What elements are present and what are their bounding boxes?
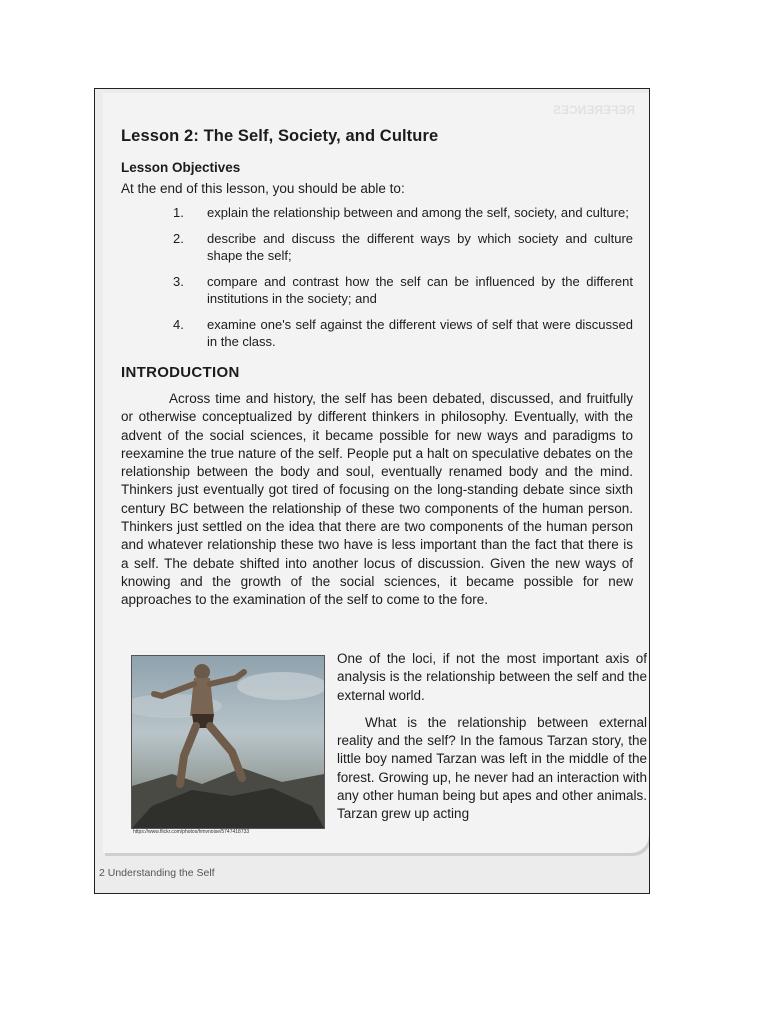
objective-text: explain the relationship between and among the self, society, and culture;: [207, 205, 629, 220]
loci-paragraph: One of the loci, if not the most important axis of analysis is the relationship between the self and the external world.: [337, 651, 647, 703]
objectives-list: [121, 204, 641, 350]
image-caption: https://www.flickr.com/photos/hmvnoise/5747418733: [133, 829, 250, 835]
book-page: [103, 93, 649, 853]
objective-number: 3.: [173, 274, 184, 289]
objective-item: [121, 316, 641, 350]
bleed-through-text: REFERENCES: [552, 103, 635, 117]
lesson-title: Lesson 2: The Self, Society, and Culture: [121, 127, 439, 145]
objectives-intro: At the end of this lesson, you should be able to:: [121, 181, 405, 196]
objective-text: examine one's self against the different views of self that were discussed in the class.: [207, 317, 633, 349]
objectives-heading: Lesson Objectives: [121, 160, 241, 175]
objective-number: 4.: [173, 317, 184, 332]
tarzan-illustration: [132, 656, 324, 828]
objective-number: 1.: [173, 205, 184, 220]
tarzan-image: [131, 655, 325, 829]
scanned-page: [94, 88, 650, 894]
page-content: [121, 127, 641, 610]
objective-item: [121, 204, 641, 221]
page-footer: 2 Understanding the Self: [99, 867, 215, 879]
objective-text: describe and discuss the different ways by which society and culture shape the self;: [207, 231, 633, 263]
tarzan-paragraph: What is the relationship between external reality and the self? In the famous Tarzan story, the little boy named Tarzan was left in the middle of the forest. Growing up, he never had an interaction with any other human being but apes and other animals. Tarzan grew up acting: [337, 714, 647, 822]
objective-item: [121, 230, 641, 264]
side-text-column: [337, 650, 647, 824]
introduction-paragraph: Across time and history, the self has been debated, discussed, and fruitfully or otherwise conceptualized by different thinkers in philosophy. Eventually, with the advent of the social sciences, it became possible for new ways and paradigms to reexamine the true nature of the self. People put a halt on speculative debates on the relationship between the body and soul, eventually renamed body and the mind. Thinkers just eventually got tired of focusing on the long-standing debate since sixth century BC between the relationship of these two components of the human person. Thinkers just settled on the idea that there are two components of the human person and whatever relationship these two have is less important than the fact that there is a self. The debate shifted into another locus of discussion. Given the new ways of knowing and the growth of the social sciences, it became possible for new approaches to the examination of the self to come to the fore.: [121, 391, 633, 608]
objective-number: 2.: [173, 231, 184, 246]
objective-text: compare and contrast how the self can be influenced by the different institutions in the society; and: [207, 274, 633, 306]
introduction-heading: INTRODUCTION: [121, 364, 240, 381]
objective-item: [121, 273, 641, 307]
